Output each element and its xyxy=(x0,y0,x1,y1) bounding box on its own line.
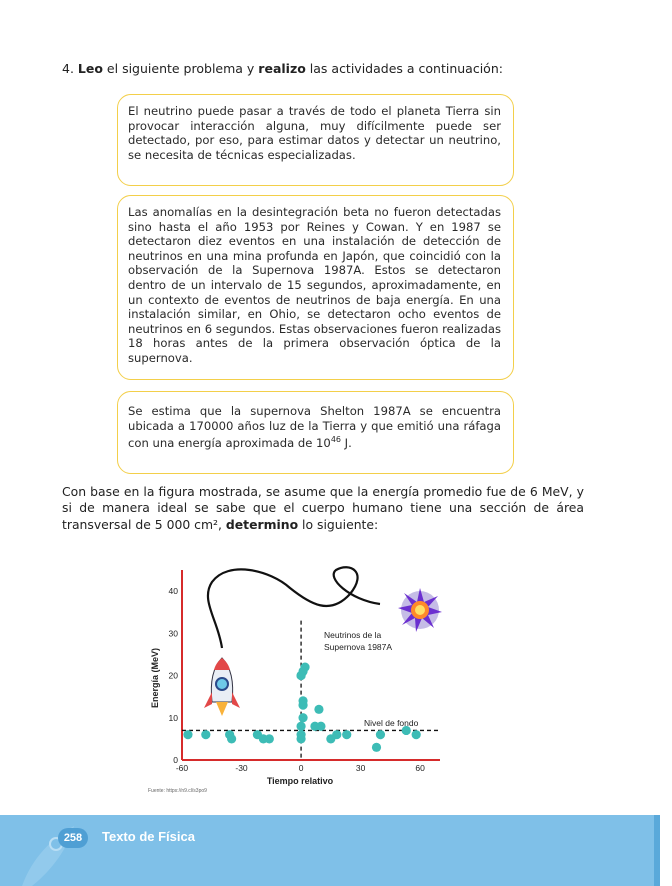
data-point xyxy=(412,730,421,739)
rocket-icon xyxy=(204,658,240,716)
data-point xyxy=(265,734,274,743)
y-tick-label: 0 xyxy=(173,755,178,765)
card-text: Las anomalías en la desintegración beta no fueron detectadas sino hasta el año 1953 por Reines y Cowan. Y en 1987 se detectaron diez eventos en una instalación de detección de neutrinos en una mina profunda en Japón, que coincidió con la observación de la Supernova 1987A. Estos se detectaron dentro de un intervalo de 15 segundos, aproximadamente, en un contexto de eventos de neutrinos de baja energía. En una instalación similar, en Ohio, se detectaron ocho eventos de neutrinos en 6 segundos. Estas observaciones fueron realizadas 18 horas antes de la primera observación óptica de la supernova. xyxy=(128,205,501,365)
instruction-number: 4. xyxy=(62,61,74,76)
data-point xyxy=(300,663,309,672)
supernova-label: Neutrinos de la xyxy=(324,630,382,640)
neutrino-scatter-chart xyxy=(140,560,460,800)
card-text: El neutrino puede pasar a través de todo el planeta Tierra sin provocar interacción alguna, muy difícilmente puede ser detectado, por eso, para estimar datos y detectar un neutrino, se necesita de técnicas especializadas. xyxy=(128,104,501,162)
data-point xyxy=(227,734,236,743)
x-tick-label: 60 xyxy=(415,763,425,773)
y-tick-label: 40 xyxy=(168,586,178,597)
page-number: 258 xyxy=(58,828,88,848)
data-point xyxy=(316,722,325,731)
x-axis-label: Tiempo relativo xyxy=(266,776,334,786)
paragraph-bold: determino xyxy=(225,516,299,532)
info-card-supernova xyxy=(117,391,514,474)
data-point xyxy=(298,696,307,705)
data-point xyxy=(296,671,305,680)
background-level-label: Nivel de fondo xyxy=(364,718,419,728)
card-exponent: 46 xyxy=(330,435,341,445)
data-point xyxy=(296,730,305,739)
instruction-text-end: las actividades a continuación: xyxy=(305,61,503,76)
data-point xyxy=(376,730,385,739)
card-text-unit: J. xyxy=(341,436,352,451)
data-point xyxy=(296,722,305,731)
info-card-neutrino xyxy=(117,94,514,186)
x-tick-label: 30 xyxy=(355,763,366,773)
instruction-bold-read: Leo xyxy=(77,61,103,76)
paragraph-tail: lo siguiente: xyxy=(298,516,379,532)
instruction-bold-do: realizo xyxy=(258,61,306,76)
data-point xyxy=(314,705,323,714)
y-tick-label: 30 xyxy=(168,628,178,639)
data-point xyxy=(332,730,341,739)
x-tick-label: -30 xyxy=(235,763,248,773)
data-point xyxy=(298,713,307,722)
x-tick-label: 0 xyxy=(298,763,304,773)
y-axis-label: Energía (MeV) xyxy=(150,647,160,709)
data-point xyxy=(342,730,351,739)
chart-ticks xyxy=(169,586,426,773)
instruction-text: el siguiente problema y xyxy=(102,61,259,76)
paragraph-text: Con base en la figura mostrada, se asume que la energía promedio fue de 6 MeV, y si de manera ideal se sabe que el cuerpo humano tiene una sección de área transversal de 5 000 cm², xyxy=(62,484,584,532)
y-tick-label: 10 xyxy=(168,712,178,723)
page-footer xyxy=(0,815,672,886)
data-point xyxy=(372,743,381,752)
y-tick-label: 20 xyxy=(168,670,178,681)
data-point xyxy=(201,730,210,739)
info-card-history xyxy=(117,195,514,380)
card-text-main: Se estima que la supernova Shelton 1987A se encuentra ubicada a 170000 años luz de la Tierra y que emitió una ráfaga con una energía aproximada de 10 xyxy=(128,404,501,451)
card-text xyxy=(128,404,501,451)
footer-edge xyxy=(660,815,672,886)
chart-source: Fuente: https://n9.cl/s3po9 xyxy=(148,788,207,794)
instruction xyxy=(62,60,622,78)
supernova-label-line2: Supernova 1987A xyxy=(324,642,393,652)
data-point xyxy=(183,730,192,739)
x-tick-label: -60 xyxy=(175,763,189,773)
supernova-icon xyxy=(398,588,442,632)
book-title: Texto de Física xyxy=(102,829,195,844)
question-paragraph xyxy=(62,484,584,533)
